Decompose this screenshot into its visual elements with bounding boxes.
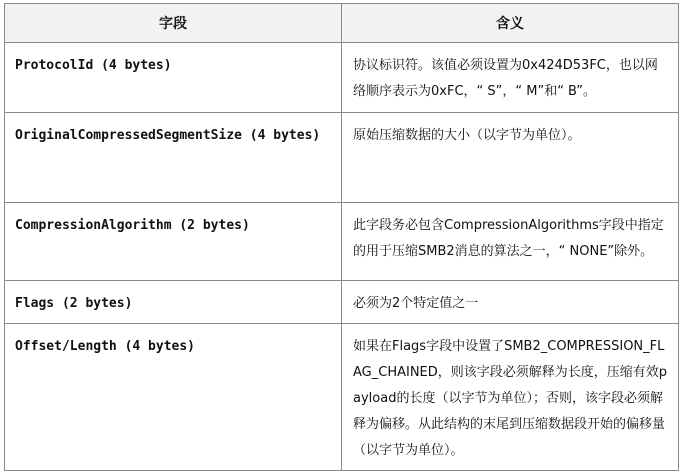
field-definition-table [4,3,679,471]
field-name-cell: CompressionAlgorithm (2 bytes) [5,203,342,281]
table-row [5,43,679,113]
table-header-row [5,4,679,43]
header-meaning: 含义 [342,4,679,43]
field-name-cell: Offset/Length (4 bytes) [5,324,342,471]
field-name-cell: Flags (2 bytes) [5,281,342,324]
table-row [5,324,679,471]
table-row [5,203,679,281]
field-meaning-cell: 如果在Flags字段中设置了SMB2_COMPRESSION_FLAG_CHAINED，则该字段必须解释为长度，压缩有效payload的长度（以字节为单位）；否则，该字段必须解释为偏移。从此结构的末尾到压缩数据段开始的偏移量（以字节为单位）。 [342,324,679,471]
table-row [5,113,679,203]
field-meaning-cell: 必须为2个特定值之一 [342,281,679,324]
header-field: 字段 [5,4,342,43]
field-name-cell: OriginalCompressedSegmentSize (4 bytes) [5,113,342,203]
field-name-cell: ProtocolId (4 bytes) [5,43,342,113]
field-meaning-cell: 原始压缩数据的大小（以字节为单位）。 [342,113,679,203]
field-meaning-cell: 此字段务必包含CompressionAlgorithms字段中指定的用于压缩SMB2消息的算法之一，“ NONE”除外。 [342,203,679,281]
field-meaning-cell: 协议标识符。该值必须设置为0x424D53FC，也以网络顺序表示为0xFC，“ S”，“ M”和“ B”。 [342,43,679,113]
table-row [5,281,679,324]
